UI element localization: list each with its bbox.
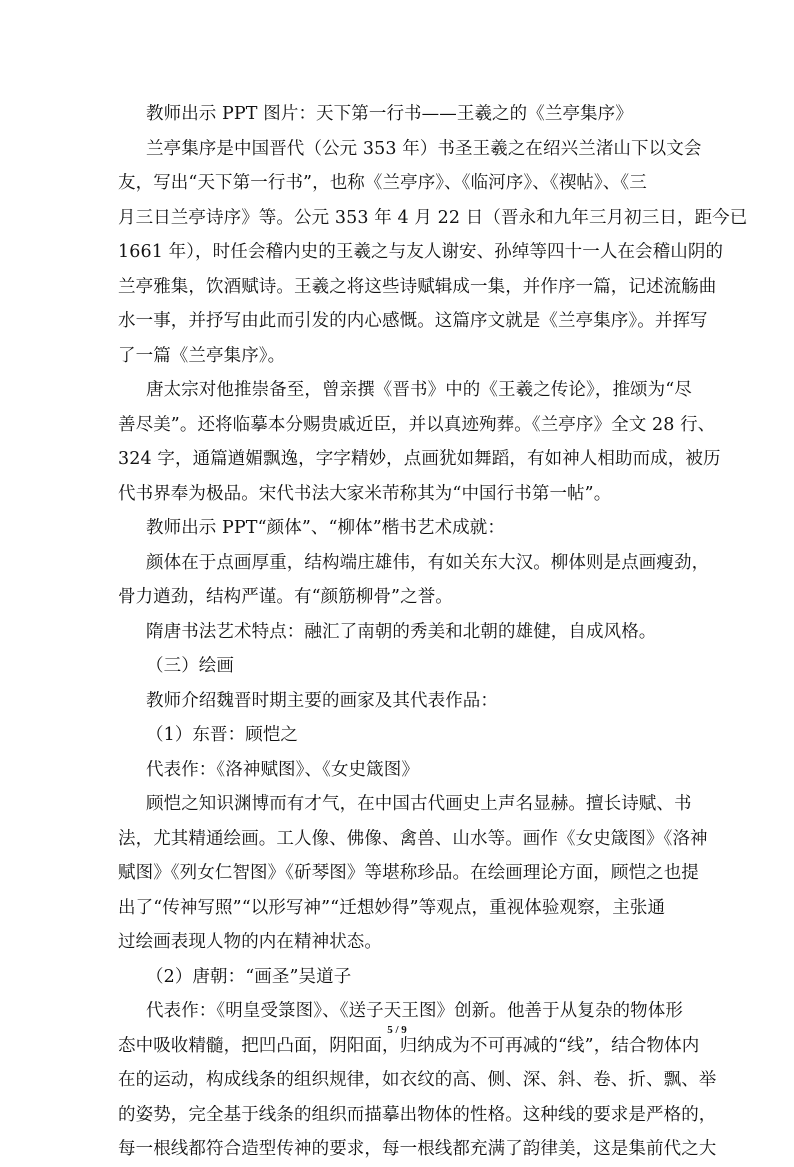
- subsection-heading: （2）唐朝：“画圣”吴道子: [146, 966, 352, 987]
- paragraph-line: 代书界奉为极品。宋代书法大家米芾称其为“中国行书第一帖”。: [118, 483, 612, 504]
- document-body: [118, 97, 748, 1167]
- paragraph-line: 了一篇《兰亭集序》。: [118, 345, 286, 366]
- paragraph-line: 1661 年），时任会稽内史的王羲之与友人谢安、孙绰等四十一人在会稽山阴的: [118, 242, 724, 262]
- paragraph-line: 兰亭集序是中国晋代（公元 353 年）书圣王羲之在绍兴兰渚山下以文会: [146, 138, 702, 159]
- paragraph-line: 隋唐书法艺术特点：融汇了南朝的秀美和北朝的雄健，自成风格。: [146, 621, 657, 642]
- paragraph-line: 每一根线都符合造型传神的要求，每一根线都充满了韵律美，这是集前代之大: [118, 1139, 717, 1159]
- paragraph-line: 态中吸收精髓，把凹凸面，阴阳面，归纳成为不可再减的“线”，结合物体内: [118, 1035, 700, 1056]
- paragraph-line: 法，尤其精通绘画。工人像、佛像、禽兽、山水等。画作《女史箴图》《洛神: [118, 828, 708, 849]
- paragraph-line: 教师出示 PPT 图片：天下第一行书——王羲之的《兰亭集序》: [146, 104, 633, 124]
- paragraph-line: 善尽美”。还将临摹本分赐贵戚近臣，并以真迹殉葬。《兰亭序》全文 28 行、: [118, 414, 716, 435]
- paragraph-line: 教师介绍魏晋时期主要的画家及其代表作品：: [146, 690, 498, 711]
- paragraph-line: 代表作：《洛神赋图》、《女史箴图》: [146, 759, 419, 780]
- paragraph-line: 过绘画表现人物的内在精神状态。: [118, 932, 382, 952]
- paragraph-line: 友，写出“天下第一行书”，也称《兰亭序》、《临河序》、《禊帖》、《三: [118, 173, 647, 193]
- paragraph-line: 教师出示 PPT“颜体”、“柳体”楷书艺术成就：: [146, 518, 505, 538]
- paragraph-line: 出了“传神写照”“以形写神”“迁想妙得”等观点，重视体验观察，主张通: [118, 897, 666, 918]
- paragraph-line: 唐太宗对他推崇备至，曾亲撰《晋书》中的《王羲之传论》，推颂为“尽: [146, 380, 692, 400]
- paragraph-line: 月三日兰亭诗序》等。公元 353 年 4 月 22 日（晋永和九年三月初三日，距今已: [118, 207, 748, 228]
- paragraph-line: 颜体在于点画厚重，结构端庄雄伟，有如关东大汉。柳体则是点画瘦劲，: [146, 552, 710, 573]
- page-number: 5 / 9: [387, 1024, 407, 1036]
- paragraph-line: 代表作：《明皇受箓图》、《送子天王图》创新。他善于从复杂的物体形: [146, 1001, 683, 1021]
- paragraph-line: 的姿势，完全基于线条的组织而描摹出物体的性格。这种线的要求是严格的，: [118, 1104, 717, 1125]
- paragraph-line: 顾恺之知识渊博而有才气，在中国古代画史上声名显赫。擅长诗赋、书: [146, 794, 692, 814]
- subsection-heading: （1）东晋：顾恺之: [146, 725, 299, 745]
- paragraph-line: 水一事，并抒写由此而引发的内心感慨。这篇序文就是《兰亭集序》。并挥写: [118, 311, 708, 331]
- paragraph-line: 在的运动，构成线条的组织规律，如衣纹的高、侧、深、斜、卷、折、飘、举: [118, 1070, 717, 1090]
- paragraph-line: 324 字，通篇遒媚飘逸，字字精妙，点画犹如舞蹈，有如神人相助而成，被历: [118, 449, 721, 469]
- paragraph-line: 兰亭雅集，饮酒赋诗。王羲之将这些诗赋辑成一集，并作序一篇，记述流觞曲: [118, 276, 717, 297]
- paragraph-line: 赋图》《列女仁智图》《斫琴图》等堪称珍品。在绘画理论方面，顾恺之也提: [118, 863, 699, 883]
- paragraph-line: 骨力遒劲，结构严谨。有“颜筋柳骨”之誉。: [118, 587, 453, 607]
- section-heading: （三）绘画: [146, 656, 234, 676]
